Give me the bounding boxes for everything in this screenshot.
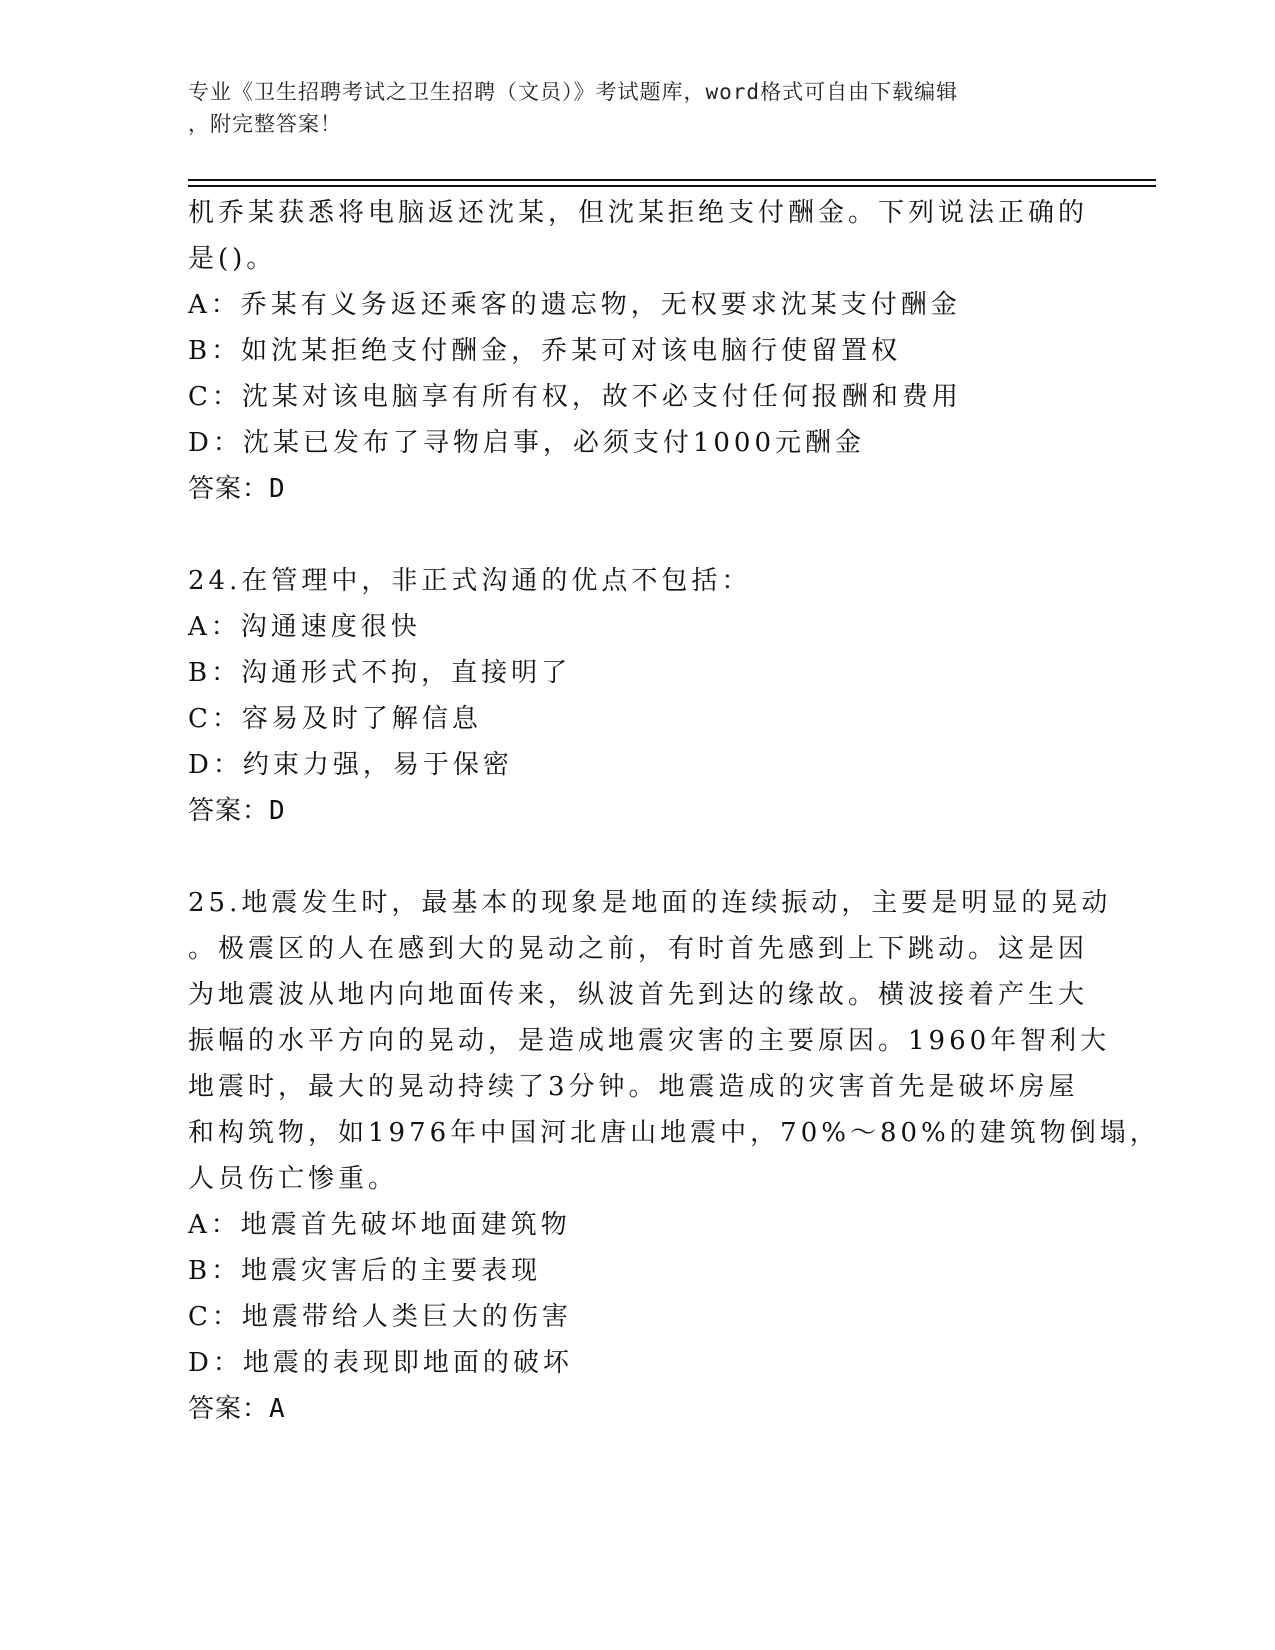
option-b: B：沟通形式不拘，直接明了 [188, 658, 572, 688]
question-23 [188, 190, 1088, 512]
header-rule-top [188, 179, 1156, 181]
question-stem-line: 人员伤亡惨重。 [188, 1164, 399, 1194]
option-a: A：地震首先破坏地面建筑物 [188, 1210, 571, 1240]
document-header [188, 76, 1088, 140]
answer-line: 答案：D [188, 796, 286, 826]
option-c: C：地震带给人类巨大的伤害 [188, 1302, 572, 1332]
answer-line: 答案：A [188, 1394, 286, 1424]
document-body [188, 190, 1160, 1432]
header-line-1: 专业《卫生招聘考试之卫生招聘（文员）》考试题库，word格式可自由下载编辑 [188, 80, 959, 104]
question-stem-line: 机乔某获悉将电脑返还沈某，但沈某拒绝支付酬金。下列说法正确的 [188, 198, 1089, 228]
question-stem-line: 为地震波从地内向地面传来，纵波首先到达的缘故。横波接着产生大 [188, 980, 1089, 1010]
option-a: A：乔某有义务返还乘客的遗忘物，无权要求沈某支付酬金 [188, 290, 961, 320]
option-b: B：地震灾害后的主要表现 [188, 1256, 542, 1286]
option-b: B：如沈某拒绝支付酬金，乔某可对该电脑行使留置权 [188, 336, 902, 366]
question-stem-line: 。极震区的人在感到大的晃动之前，有时首先感到上下跳动。这是因 [188, 934, 1089, 964]
question-stem-line: 25.地震发生时，最基本的现象是地面的连续振动，主要是明显的晃动 [188, 888, 1112, 918]
question-stem-line: 是()。 [188, 244, 277, 274]
question-stem-line: 振幅的水平方向的晃动，是造成地震灾害的主要原因。1960年智利大 [188, 1026, 1111, 1056]
option-c: C：容易及时了解信息 [188, 704, 482, 734]
question-24 [188, 558, 1088, 834]
question-stem-line: 24.在管理中，非正式沟通的优点不包括： [188, 566, 752, 596]
option-d: D：沈某已发布了寻物启事，必须支付1000元酬金 [188, 428, 866, 458]
option-d: D：约束力强，易于保密 [188, 750, 513, 780]
question-stem-line: 和构筑物，如1976年中国河北唐山地震中，70%～80%的建筑物倒塌， [188, 1118, 1160, 1148]
option-c: C：沈某对该电脑享有所有权，故不必支付任何报酬和费用 [188, 382, 962, 412]
question-25 [188, 880, 1160, 1432]
option-d: D：地震的表现即地面的破坏 [188, 1348, 573, 1378]
header-rule-bottom [188, 185, 1156, 187]
answer-line: 答案：D [188, 474, 286, 504]
header-line-2: ，附完整答案！ [188, 112, 342, 136]
option-a: A：沟通速度很快 [188, 612, 421, 642]
question-stem-line: 地震时，最大的晃动持续了3分钟。地震造成的灾害首先是破坏房屋 [188, 1072, 1079, 1102]
